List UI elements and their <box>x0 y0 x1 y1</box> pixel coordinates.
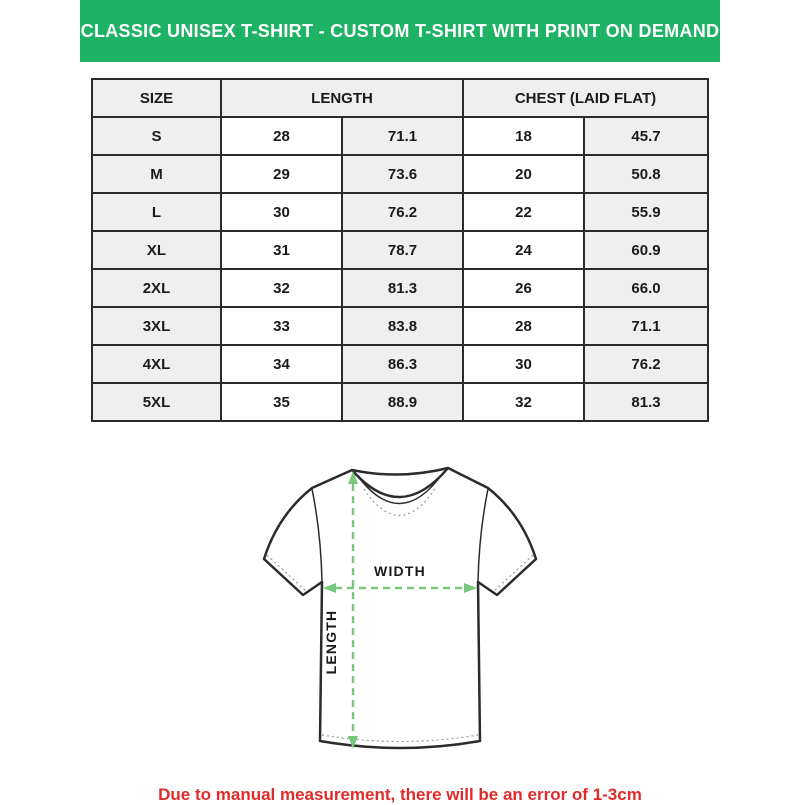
table-header-row <box>92 79 708 117</box>
size-cell: M <box>92 155 221 193</box>
col-header-length: LENGTH <box>221 79 463 117</box>
page-title: CLASSIC UNISEX T-SHIRT - CUSTOM T-SHIRT WITH PRINT ON DEMAND <box>80 20 720 41</box>
chest-in-cell: 18 <box>463 117 584 155</box>
chest-cm-cell: 45.7 <box>584 117 708 155</box>
table-row <box>92 307 708 345</box>
size-cell: S <box>92 117 221 155</box>
chest-cm-cell: 81.3 <box>584 383 708 421</box>
measurement-error-note: Due to manual measurement, there will be an error of 1-3cm <box>158 785 642 804</box>
tshirt-measurement-diagram <box>240 455 560 775</box>
chest-in-cell: 30 <box>463 345 584 383</box>
length-cm-cell: 71.1 <box>342 117 463 155</box>
chest-in-cell: 20 <box>463 155 584 193</box>
size-cell: 2XL <box>92 269 221 307</box>
size-cell: L <box>92 193 221 231</box>
chest-in-cell: 28 <box>463 307 584 345</box>
tshirt-outline <box>264 468 536 748</box>
size-cell: 4XL <box>92 345 221 383</box>
chest-cm-cell: 66.0 <box>584 269 708 307</box>
length-cm-cell: 76.2 <box>342 193 463 231</box>
length-in-cell: 33 <box>221 307 342 345</box>
chest-in-cell: 24 <box>463 231 584 269</box>
length-in-cell: 35 <box>221 383 342 421</box>
table-row <box>92 117 708 155</box>
title-banner <box>80 0 720 62</box>
length-cm-cell: 88.9 <box>342 383 463 421</box>
length-in-cell: 28 <box>221 117 342 155</box>
table-row <box>92 269 708 307</box>
chest-cm-cell: 76.2 <box>584 345 708 383</box>
length-in-cell: 30 <box>221 193 342 231</box>
chest-cm-cell: 50.8 <box>584 155 708 193</box>
length-cm-cell: 86.3 <box>342 345 463 383</box>
chest-in-cell: 26 <box>463 269 584 307</box>
size-cell: 5XL <box>92 383 221 421</box>
table-row <box>92 155 708 193</box>
length-cm-cell: 81.3 <box>342 269 463 307</box>
length-in-cell: 29 <box>221 155 342 193</box>
length-cm-cell: 78.7 <box>342 231 463 269</box>
table-row <box>92 383 708 421</box>
length-in-cell: 31 <box>221 231 342 269</box>
length-in-cell: 34 <box>221 345 342 383</box>
size-table <box>91 78 709 422</box>
chest-cm-cell: 60.9 <box>584 231 708 269</box>
chest-cm-cell: 71.1 <box>584 307 708 345</box>
chest-in-cell: 22 <box>463 193 584 231</box>
width-arrow-label: WIDTH <box>374 563 426 579</box>
length-cm-cell: 73.6 <box>342 155 463 193</box>
size-cell: 3XL <box>92 307 221 345</box>
chest-cm-cell: 55.9 <box>584 193 708 231</box>
col-header-size: SIZE <box>92 79 221 117</box>
table-row <box>92 193 708 231</box>
length-cm-cell: 83.8 <box>342 307 463 345</box>
length-in-cell: 32 <box>221 269 342 307</box>
table-row <box>92 231 708 269</box>
length-arrow-label: LENGTH <box>323 609 339 675</box>
chest-in-cell: 32 <box>463 383 584 421</box>
size-cell: XL <box>92 231 221 269</box>
col-header-chest: CHEST (LAID FLAT) <box>463 79 708 117</box>
table-row <box>92 345 708 383</box>
